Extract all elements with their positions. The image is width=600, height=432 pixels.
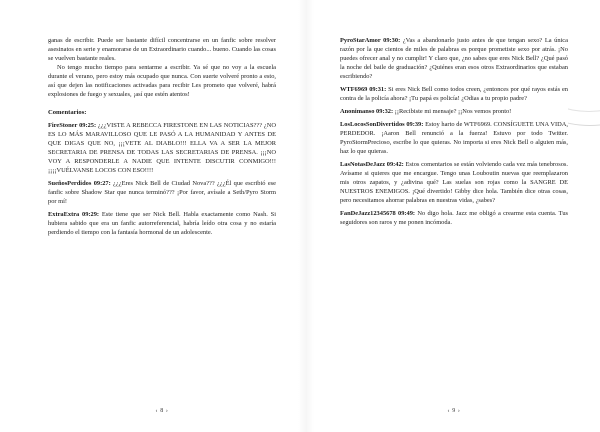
page-number: ‹ 9 › (447, 408, 461, 414)
comment-handle: PyroStarAmor 09:30: (340, 37, 401, 44)
comment-entry (340, 209, 568, 227)
comment-handle: FireStoner 09:25: (48, 122, 97, 129)
comment-entry (340, 160, 568, 205)
comment-handle: LosLocosSonDivertidos 09:39: (340, 121, 424, 128)
comment-text: ¿¿¿Eres Nick Bell de Ciudad Nova??? ¿¿¿Él que escribió ese fanfic sobre Shadow Star que nunca terminó??? ¡Por favor, avísale a Seth/Pyro Storm por mí! (48, 180, 276, 205)
comment-handle: LasNotasDeJazz 09:42: (340, 161, 404, 168)
paragraph: No tengo mucho tiempo para sentarme a escribir. Ya sé que no voy a la escuela durante el verano, pero estoy más ocupado que nunca. Con suerte volveré pronto a esto, así que dejen las notificaciones activadas para recibir Les prometo que volveré, habrá explosiones de fuego y sexuales, ¡así que estén atentos! (48, 64, 276, 98)
comment-text: No digo hola. Jazz me obligó a crearme esta cuenta. Tus seguidores son raros y me ponen incómoda. (340, 210, 568, 226)
comment-text: Estos comentarios se están volviendo cada vez más tenebrosos. Avísame si quieres que me encargue. Tengo unas Louboutin nuevas que reemplazaron mis otros zapatos, y ¿adivina qué? Las suelas son rojas como la SANGRE DE NUESTROS ENEMIGOS. ¡Qué divertido! Gibby dice hola. También dice otras cosas, pero necesitamos ahorrar palabras en nuestras vidas, ¿sabes? (340, 161, 568, 204)
comment-handle: Anonimanso 09:32: (340, 108, 394, 115)
comment-entry (48, 121, 276, 175)
comment-handle: WTF6969 09:31: (340, 86, 387, 93)
comment-text: ¿¿¿VISTE A REBECCA FIRESTONE EN LAS NOTICIAS??? ¿NO ES LO MÁS MARAVILLOSO QUE LE PASÓ A LA HUMANIDAD Y ANTES DE QUE DIGAS QUE NO, ¡¡¡VETE AL DIABLO!!! ELLA VA A SER LA MEJOR SECRETARIA DE PRENSA DE TODAS LAS SECRETARIAS DE PRENSA. ¡¡¡NO VOY A RESPONDERLE A NADIE QUE INTENTE DISCUTIR CONMIGO!!! ¡¡¡¡VUÉLVANSE LOCOS CON ESO!!!! (48, 122, 276, 174)
right-page-body (340, 36, 568, 386)
comment-handle: SueñosPerdidos 09:27: (48, 180, 111, 187)
comment-entry (48, 179, 276, 206)
comments-heading: Comentarios: (48, 109, 87, 116)
comment-text: ¿Vas a abandonarlo justo antes de que tengan sexo? La única razón por la que cientos de miles de palabras es porque prometiste sexo por atrás. ¡No puedes ofrecer anal y no cumplir! Y claro que, ¿no sabes que eres Nick Bell? ¿Qué pasó la noche del baile de graduación? ¿Quiénes eran esos otros Extraordinarios que estaban escribiendo? (340, 37, 568, 80)
comment-entry (340, 36, 568, 81)
comment-entry (340, 120, 568, 156)
comment-handle: FanDeJazz12345678 09:49: (340, 210, 416, 217)
comment-handle: ExtraExtra 09:29: (48, 211, 100, 218)
page-number: ‹ 8 › (155, 408, 169, 414)
comment-entry (340, 85, 568, 103)
left-page (48, 0, 276, 432)
paragraph: ganas de escribir. Puede ser bastante difícil concentrarse en un fanfic sobre resolver asesinatos en serie y enamorarse de un Extraordinario cuando... bueno. Cuando las cosas se vuelven bastante reales. (48, 37, 276, 62)
comment-entry (340, 107, 568, 116)
page-gutter-shadow (298, 0, 314, 432)
comment-text: Este tiene que ser Nick Bell. Habla exactamente como Nash. Si hubiera sabido que era un fanfic autorreferencial, habría leído otra cosa y no estaría perdiendo el tiempo con la fantasía hormonal de un adolescente. (48, 211, 276, 236)
comment-text: Si eres Nick Bell como todos creen, ¿entonces por qué rayos estás en contra de la policía ahora? ¡Tu papá es policía! ¿Odias a tu propio padre? (340, 86, 568, 102)
left-page-body (48, 36, 276, 386)
comment-text: ¡¡Recibiste mi mensaje? ¡¡Nos vemos pronto! (394, 108, 512, 115)
comment-text: Estoy harto de WTF6969. CONSÍGUETE UNA VIDA, PERDEDOR. ¡Aaron Bell renunció a la fuerza! Estuvo por todo Twitter. PyroStormPrecioso, escribe lo que quieras. No importa si eres Nick Bell o alguien más, haz lo que quieras. (340, 121, 568, 155)
comment-entry (48, 210, 276, 237)
right-page (340, 0, 568, 432)
